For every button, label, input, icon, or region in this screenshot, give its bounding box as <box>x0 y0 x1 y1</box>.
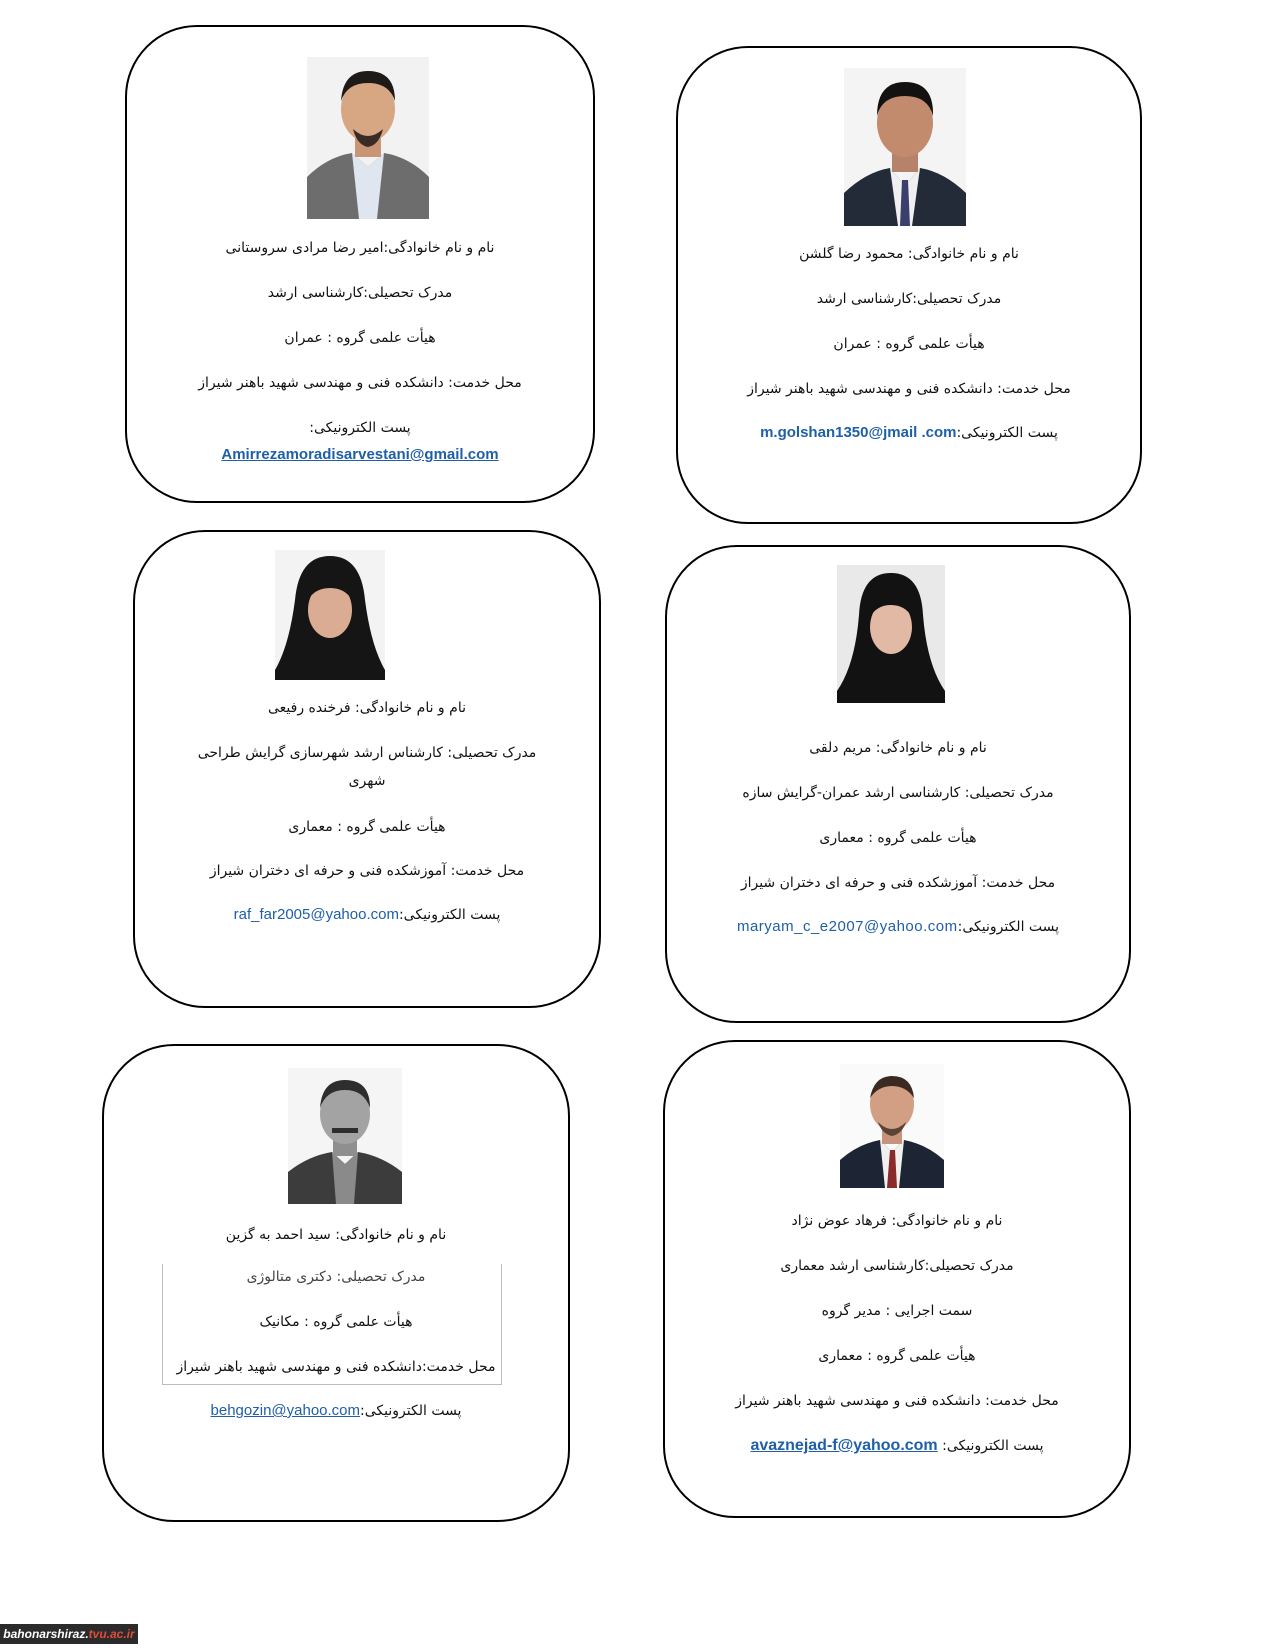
faculty-group: هیأت علمی گروه : معماری <box>288 819 446 835</box>
faculty-card-3 <box>133 530 601 1008</box>
faculty-name: نام و نام خانوادگی: محمود رضا گلشن <box>799 246 1019 262</box>
faculty-workplace: محل خدمت: دانشکده فنی و مهندسی شهید باهنر شیراز <box>198 375 522 391</box>
faculty-name: نام و نام خانوادگی: مریم دلقی <box>809 740 987 756</box>
profile-photo-2 <box>844 68 966 226</box>
faculty-degree: مدرک تحصیلی:کارشناسی ارشد معماری <box>780 1258 1014 1274</box>
faculty-card-4 <box>665 545 1131 1023</box>
faculty-group: هیأت علمی گروه : معماری <box>818 1348 976 1364</box>
faculty-card-6 <box>663 1040 1131 1518</box>
site-url-part1: bahonarshiraz. <box>3 1627 89 1641</box>
profile-photo-3 <box>275 550 385 680</box>
faculty-name: نام و نام خانوادگی: فرهاد عوض نژاد <box>791 1213 1003 1229</box>
faculty-email-label: پست الکترونیکی: <box>956 425 1058 441</box>
faculty-workplace: محل خدمت:دانشکده فنی و مهندسی شهید باهنر شیراز <box>176 1359 496 1375</box>
faculty-group: هیأت علمی گروه : عمران <box>284 330 436 346</box>
faculty-degree-continued: شهری <box>348 773 386 789</box>
faculty-degree: مدرک تحصیلی: دکتری متالوژی <box>246 1269 426 1285</box>
faculty-name: نام و نام خانوادگی:امیر رضا مرادی سروستانی <box>225 240 495 256</box>
faculty-email-label: پست الکترونیکی: <box>398 907 501 923</box>
faculty-card-2 <box>676 46 1142 524</box>
email-link[interactable]: maryam_c_e2007@yahoo.com <box>736 918 958 935</box>
faculty-role: سمت اجرایی : مدیر گروه <box>821 1303 973 1319</box>
faculty-email-row <box>665 1435 1129 1457</box>
faculty-degree: مدرک تحصیلی:کارشناسی ارشد <box>267 285 453 301</box>
faculty-workplace: محل خدمت: دانشکده فنی و مهندسی شهید باهنر شیراز <box>747 381 1071 397</box>
profile-photo-4 <box>837 565 945 703</box>
site-url-part2: tvu.ac.ir <box>88 1627 135 1641</box>
faculty-card-5 <box>102 1044 570 1522</box>
faculty-email-label: پست الکترونیکی: <box>360 1403 462 1419</box>
site-url-badge[interactable] <box>0 1624 138 1644</box>
faculty-email-row <box>678 422 1140 444</box>
email-link[interactable]: m.golshan1350@jmail .com <box>760 424 957 441</box>
faculty-email-row <box>127 444 593 466</box>
faculty-email-row <box>104 1400 568 1422</box>
email-link[interactable]: behgozin@yahoo.com <box>210 1402 361 1419</box>
profile-photo-1 <box>307 57 429 219</box>
faculty-email-row <box>667 916 1129 938</box>
faculty-email-row <box>135 904 599 926</box>
email-link[interactable]: avaznejad-f@yahoo.com <box>750 1437 938 1454</box>
email-link[interactable]: Amirrezamoradisarvestani@gmail.com <box>221 446 499 463</box>
profile-photo-6 <box>840 1064 944 1188</box>
faculty-group: هیأت علمی گروه : معماری <box>819 830 977 846</box>
faculty-name: نام و نام خانوادگی: سید احمد به گزین <box>225 1227 447 1243</box>
faculty-email-label: پست الکترونیکی: <box>957 919 1060 935</box>
profile-photo-5 <box>288 1068 402 1204</box>
faculty-email-label: پست الکترونیکی: <box>942 1438 1044 1454</box>
faculty-workplace: محل خدمت: آموزشکده فنی و حرفه ای دختران شیراز <box>209 863 525 879</box>
faculty-workplace: محل خدمت: آموزشکده فنی و حرفه ای دختران شیراز <box>740 875 1056 891</box>
faculty-group: هیأت علمی گروه : مکانیک <box>259 1314 413 1330</box>
faculty-degree: مدرک تحصیلی:کارشناسی ارشد <box>816 291 1002 307</box>
faculty-workplace: محل خدمت: دانشکده فنی و مهندسی شهید باهنر شیراز <box>735 1393 1059 1409</box>
faculty-card-1 <box>125 25 595 503</box>
faculty-name: نام و نام خانوادگی: فرخنده رفیعی <box>268 700 466 716</box>
faculty-degree: مدرک تحصیلی: کارشناس ارشد شهرسازی گرایش طراحی <box>197 745 537 761</box>
email-link[interactable]: raf_far2005@yahoo.com <box>233 906 399 923</box>
faculty-degree: مدرک تحصیلی: کارشناسی ارشد عمران-گرایش سازه <box>742 785 1054 801</box>
faculty-email-label: پست الکترونیکی: <box>309 420 411 436</box>
faculty-group: هیأت علمی گروه : عمران <box>833 336 985 352</box>
